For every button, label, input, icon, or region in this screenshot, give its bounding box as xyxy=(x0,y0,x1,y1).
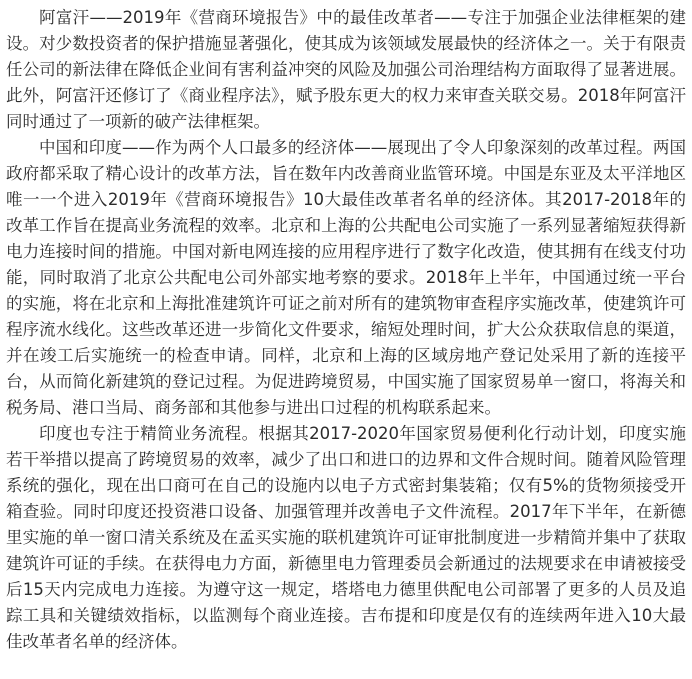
paragraph-afghanistan: 阿富汗——2019年《营商环境报告》中的最佳改革者——专注于加强企业法律框架的建设。对少数投资者的保护措施显著强化，使其成为该领域发展最快的经济体之一。关于有限责任公司的新法律在降低企业间有害利益冲突的风险及加强公司治理结构方面取得了显著进展。此外，阿富汗还修订了《商业程序法》，赋予股东更大的权力来审查关联交易。2018年阿富汗同时通过了一项新的破产法律框架。 xyxy=(6,8,686,131)
paragraph-china-india: 中国和印度——作为两个人口最多的经济体——展现出了令人印象深刻的改革过程。两国政府都采取了精心设计的改革方法，旨在数年内改善商业监管环境。中国是东亚及太平洋地区唯一一个进入2019年《营商环境报告》10大最佳改革者名单的经济体。其2017-2018年的改革工作旨在提高业务流程的效率。北京和上海的公共配电公司实施了一系列显著缩短获得新电力连接时间的措施。中国对新电网连接的应用程序进行了数字化改造，使其拥有在线支付功能，同时取消了北京公共配电公司外部实地考察的要求。2018年上半年，中国通过统一平台的实施，将在北京和上海批准建筑许可证之前对所有的建筑物审查程序实施改革，使建筑许可程序流水线化。这些改革还进一步简化文件要求，缩短处理时间，扩大公众获取信息的渠道，并在竣工后实施统一的检查申请。同样，北京和上海的区域房地产登记处采用了新的连接平台，从而简化新建筑的登记过程。为促进跨境贸易，中国实施了国家贸易单一窗口，将海关和税务局、港口当局、商务部和其他参与进出口过程的机构联系起来。 xyxy=(6,138,686,417)
paragraph-india: 印度也专注于精简业务流程。根据其2017-2020年国家贸易便利化行动计划，印度实施若干举措以提高了跨境贸易的效率，减少了出口和进口的边界和文件合规时间。随着风险管理系统的强化，现在出口商可在自己的设施内以电子方式密封集装箱；仅有5%的货物须接受开箱查验。同时印度还投资港口设备、加强管理并改善电子文件流程。2017年下半年，在新德里实施的单一窗口清关系统及在孟买实施的联机建筑许可证审批制度进一步精简并集中了获取建筑许可证的手续。在获得电力方面，新德里电力管理委员会新通过的法规要求在申请被接受后15天内完成电力连接。为遵守这一规定，塔塔电力德里供配电公司部署了更多的人员及追踪工具和关键绩效指标，以监测每个商业连接。吉布提和印度是仅有的连续两年进入10大最佳改革者名单的经济体。 xyxy=(6,424,686,651)
